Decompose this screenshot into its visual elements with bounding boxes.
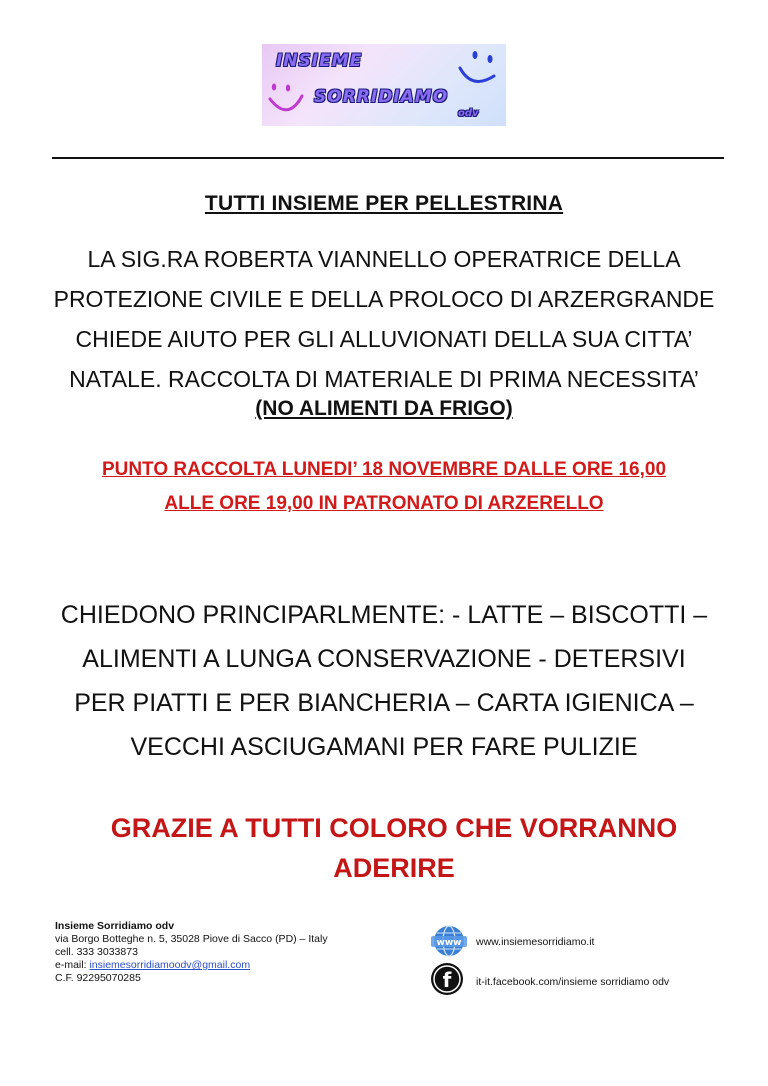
requested-items <box>0 593 768 769</box>
footer-phone: cell. 333 3033873 <box>55 946 138 958</box>
footer-email-label: e-mail: <box>55 959 90 971</box>
facebook-icon <box>430 962 468 1000</box>
globe-www-icon <box>430 922 468 960</box>
collection-point-info <box>0 453 768 521</box>
appeal-line: LA SIG.RA ROBERTA VIANNELLO OPERATRICE DELLA <box>87 246 681 272</box>
logo-word-odv: odv <box>458 108 479 119</box>
collection-line: ALLE ORE 19,00 IN PATRONATO DI ARZERELLO <box>164 493 604 514</box>
footer-contact <box>55 920 328 985</box>
no-fridge-note: (NO ALIMENTI DA FRIGO) <box>255 397 513 420</box>
logo-word-insieme: INSIEME <box>276 51 363 71</box>
email-link[interactable]: insiemesorridiamoodv@gmail.com <box>89 959 251 971</box>
svg-text:www: www <box>436 938 462 948</box>
appeal-line: NATALE. RACCOLTA DI MATERIALE DI PRIMA NECESSITA’ <box>69 366 699 392</box>
website-url[interactable]: www.insiemesorridiamo.it <box>476 936 595 948</box>
appeal-line: CHIEDE AIUTO PER GLI ALLUVIONATI DELLA SUA CITTA’ <box>75 326 693 352</box>
organization-logo <box>262 44 506 126</box>
request-line: CHIEDONO PRINCIPARLMENTE: - LATTE – BISCOTTI – <box>60 601 708 629</box>
thanks-message <box>10 808 768 888</box>
request-line: PER PIATTI E PER BIANCHERIA – CARTA IGIENICA – <box>74 689 694 717</box>
thanks-line: GRAZIE A TUTTI COLORO CHE VORRANNO <box>110 813 678 843</box>
footer-email-row <box>55 959 328 972</box>
request-line: ALIMENTI A LUNGA CONSERVAZIONE - DETERSIVI <box>82 645 686 673</box>
svg-text:f: f <box>442 968 452 992</box>
appeal-paragraph <box>0 239 768 399</box>
footer-org-name: Insieme Sorridiamo odv <box>55 920 175 932</box>
thanks-line: ADERIRE <box>333 853 455 883</box>
page-title: TUTTI INSIEME PER PELLESTRINA <box>204 192 564 215</box>
facebook-url[interactable]: it-it.facebook.com/insieme sorridiamo odv <box>476 976 670 988</box>
header-divider <box>52 157 724 159</box>
collection-line: PUNTO RACCOLTA LUNEDI’ 18 NOVEMBRE DALLE ORE 16,00 <box>101 459 667 480</box>
footer-address: via Borgo Botteghe n. 5, 35028 Piove di Sacco (PD) – Italy <box>55 933 328 945</box>
footer-tax-code: C.F. 92295070285 <box>55 972 141 984</box>
appeal-line: PROTEZIONE CIVILE E DELLA PROLOCO DI ARZERGRANDE <box>53 286 715 312</box>
request-line: VECCHI ASCIUGAMANI PER FARE PULIZIE <box>130 733 638 761</box>
logo-word-sorridiamo: SORRIDIAMO <box>314 87 449 107</box>
